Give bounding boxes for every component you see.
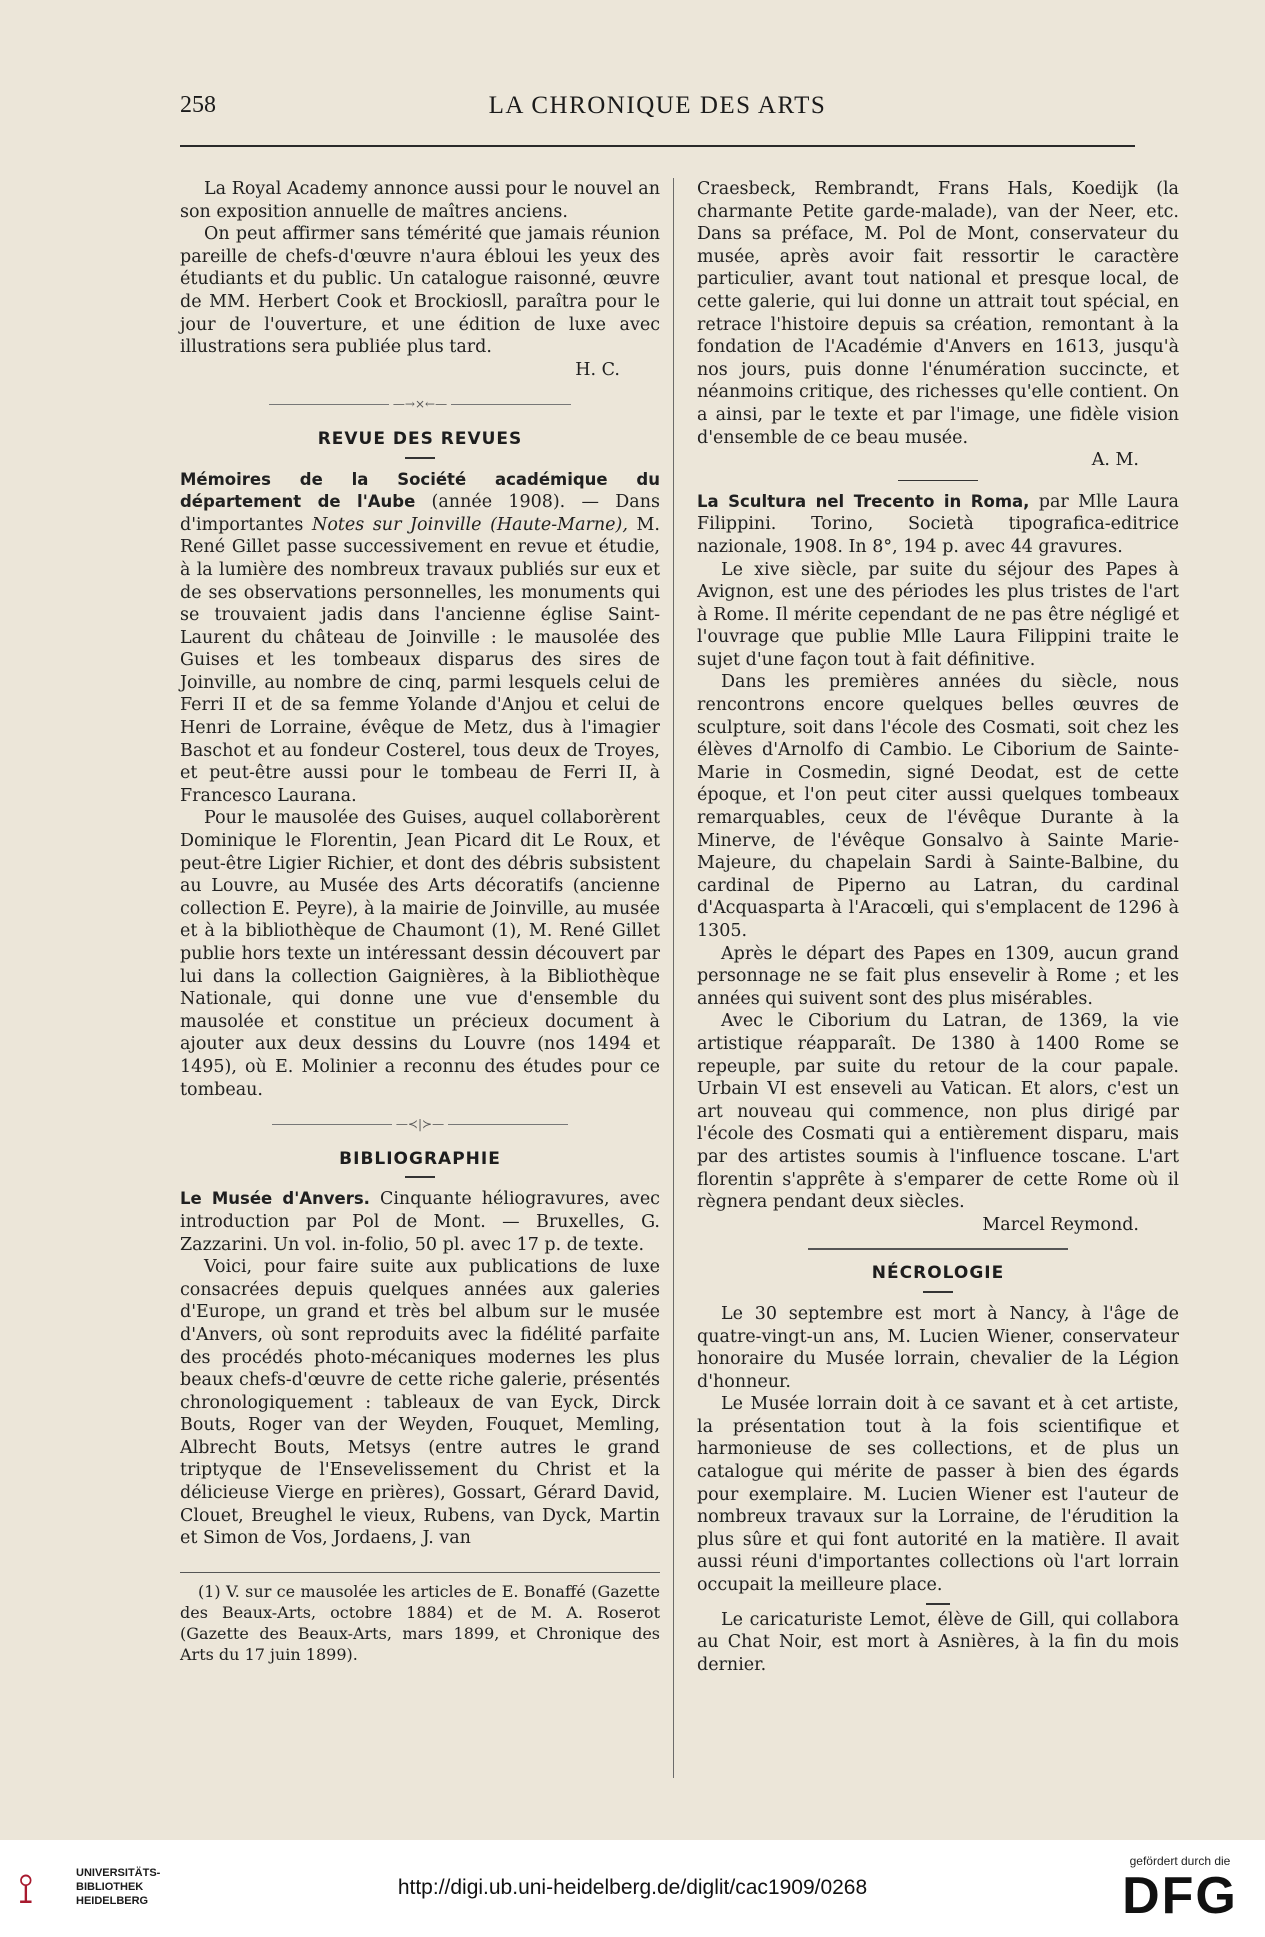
signature: H. C.: [575, 359, 620, 380]
paragraph: On peut affirmer sans témérité que jamais réunion pareille de chefs-d'œuvre n'aura ébloui les yeux des étudiants et du public. Un catalogue raisonné, œuvre de MM. Herbert Cook et Brockiosll, paraîtra pour le jour de l'ouverture, et une édition de luxe avec illustrations sera publiée plus tard.: [180, 224, 660, 358]
bibliography-entry: Le Musée d'Anvers. Cinquante héliogravures, avec introduction par Pol de Mont. — Bruxelles, G. Zazzarini. Un vol. in-folio, 50 pl. avec 17 p. de texte.: [180, 1189, 660, 1255]
paragraph: Avec le Ciborium du Latran, de 1369, la vie artistique réapparaît. De 1380 à 1400 Rome se repeuple, par suite du retour de la cour papale. Urbain VI est enseveli au Vatican. Et alors, c'est un art nouveau qui commence, non plus dirigé par l'école des Cosmati qui a entièrement disparu, mais par des artistes soumis à l'influence toscane. L'art florentin s'apprête à s'emparer de cette Rome où il règnera pendant deux siècles.: [697, 1011, 1179, 1213]
review-entry: Mémoires de la Société académique du département de l'Aube (année 1908). — Dans d'importantes Notes sur Joinville (Haute-Marne), M. René Gillet passe successivement en revue et étudie, à la lumière des nombreux travaux publiés sur eux et de ses observations personnelles, les monuments qui se trouvaient jadis dans l'ancienne église Saint-Laurent du château de Joinville : le mausolée des Guises et les tombeaux disparus des sires de Joinville, au nombre de cinq, parmi lesquels celui de Ferri II et de sa femme Yolande d'Anjou et celui de Henri de Lorraine, évêque de Metz, dus à l'imagier Baschot et au fondeur Costerel, tous deux de Troyes, et peut-être aussi pour le tombeau de Ferri II, à Francesco Laurana.: [180, 469, 660, 806]
right-column: [697, 178, 1179, 1676]
page-number: 258: [180, 92, 216, 118]
paragraph: Le 30 septembre est mort à Nancy, à l'âge de quatre-vingt-un ans, M. Lucien Wiener, conservateur honoraire du Musée lorrain, chevalier de la Légion d'honneur.: [697, 1303, 1179, 1392]
permalink-url[interactable]: http://digi.ub.uni-heidelberg.de/diglit/cac1909/0268: [397, 1876, 868, 1899]
header-rule: [180, 145, 1135, 147]
funder-caption: gefördert durch die: [1129, 1854, 1231, 1868]
short-rule: [926, 1603, 950, 1605]
paragraph: Après le départ des Papes en 1309, aucun grand personnage ne se fait plus ensevelir à Rome ; et les années qui suivent sont des plus misérables.: [697, 943, 1179, 1009]
left-column: [180, 178, 660, 1665]
section-heading: BIBLIOGRAPHIE: [339, 1148, 501, 1169]
review-work-title: Notes sur Joinville (Haute-Marne),: [312, 514, 628, 535]
review-title: Mémoires de la Société académique du département de l'Aube: [180, 469, 660, 512]
journal-title: LA CHRONIQUE DES ARTS: [488, 92, 827, 119]
paragraph: Craesbeck, Rembrandt, Frans Hals, Koedijk (la charmante Petite garde-malade), van der Neer, etc. Dans sa préface, M. Pol de Mont, conservateur du musée, après avoir fait ressortir le caractère particulier, avant tout national et presque local, de cette galerie, qui lui donne un attrait tout spécial, en retrace l'histoire depuis sa création, remontant à la fondation de l'Académie d'Anvers en 1613, jusqu'à nos jours, puis donne l'énumération succincte, et néanmoins critique, des richesses qu'elle contient. On a ainsi, par le texte et par l'image, une fidèle vision d'ensemble de ce beau musée.: [697, 179, 1179, 448]
bibliography-entry: La Scultura nel Trecento in Roma, par Mlle Laura Filippini. Torino, Società tipografica-editrice nazionale, 1908. In 8°, 194 p. avec 44 gravures.: [697, 491, 1179, 557]
paragraph: Le caricaturiste Lemot, élève de Gill, qui collabora au Chat Noir, est mort à Asnières, à la fin du mois dernier.: [697, 1609, 1179, 1675]
library-mark-icon: ⟟: [18, 1864, 34, 1913]
ornament-divider: —≺|≻—: [180, 1113, 660, 1136]
short-rule: [898, 480, 978, 481]
paragraph: Le xive siècle, par suite du séjour des Papes à Avignon, est une des périodes les plus tristes de l'art à Rome. Il mérite cependant de ne pas être négligé et l'ouvrage que publie Mlle Laura Filippini traite le sujet d'une façon tout à fait définitive.: [697, 559, 1179, 670]
paragraph: Voici, pour faire suite aux publications de luxe consacrées depuis quelques années aux galeries d'Europe, un grand et très bel album sur le musée d'Anvers, où sont reproduits avec la fidélité parfaite des procédés photo-mécaniques modernes les plus beaux chefs-d'œuvre de cette riche galerie, présentés chronologiquement : tableaux de van Eyck, Dirck Bouts, Roger van der Weyden, Fouquet, Memling, Albrecht Bouts, Metsys (entre autres le grand triptyque de l'Ensevelissement du Christ et la délicieuse Vierge en prières), Gossart, Gérard David, Clouet, Breughel le vieux, Rubens, van Dyck, Martin et Simon de Vos, Jordaens, J. van: [180, 1257, 660, 1549]
section-heading: REVUE DES REVUES: [317, 428, 523, 449]
paragraph: Pour le mausolée des Guises, auquel collaborèrent Dominique le Florentin, Jean Picard dit Le Roux, et peut-être Ligier Richier, et dont des débris subsistent au Louvre, au Musée des Arts décoratifs (ancienne collection E. Peyre), à la mairie de Joinville, au musée et à la bibliothèque de Chaumont (1), M. René Gillet publie hors texte un intéressant dessin découvert par lui dans la collection Gaignières, à la Bibliothèque Nationale, qui donne une vue d'ensemble du mausolée et constitue un précieux document à ajouter aux deux dessins du Louvre (nos 1494 et 1495), où E. Molinier a reconnu des études pour ce tombeau.: [180, 808, 660, 1100]
column-separator: [673, 178, 674, 1778]
paragraph: La Royal Academy annonce aussi pour le nouvel an son exposition annuelle de maîtres anciens.: [180, 179, 660, 222]
book-title: Le Musée d'Anvers.: [180, 1189, 370, 1209]
paragraph: Le Musée lorrain doit à ce savant et à cet artiste, la présentation tout à la fois scientifique et harmonieuse de ses collections, et de plus un catalogue qui mérite de passer à bien des égards pour exemplaire. M. Lucien Wiener est l'auteur de nombreux travaux sur la Lorraine, de l'érudition la plus sûre et qui font autorité en la matière. Il avait aussi réuni d'importantes collections où l'art lorrain occupait la meilleure place.: [697, 1394, 1179, 1596]
paragraph: Dans les premières années du siècle, nous rencontrons encore quelques belles œuvres de sculpture, soit dans l'école des Cosmati, soit chez les élèves d'Arnolfo di Cambio. Le Ciborium de Sainte-Marie in Cosmedin, signé Deodat, est de cette époque, et l'on peut citer aussi quelques tombeaux remarquables, ceux de l'évêque Durante à la Minerve, de l'évêque Gonsalvo à Sainte Marie-Majeure, du chapelain Sardi à Sainte-Balbine, du cardinal de Piperno au Latran, du cardinal d'Acquasparta à l'Aracœli, qui s'emplacent de 1296 à 1305.: [697, 672, 1179, 941]
footer-bar: [0, 1840, 1265, 1937]
dfg-logo: DFG: [1122, 1867, 1238, 1925]
signature: A. M.: [1091, 450, 1139, 471]
running-head: [180, 92, 1135, 132]
section-heading: NÉCROLOGIE: [871, 1263, 1005, 1284]
footnotes: [180, 1572, 660, 1665]
ornament-divider: [697, 1248, 1179, 1250]
heading-dash: [405, 457, 435, 459]
signature: Marcel Reymond.: [982, 1214, 1139, 1235]
library-name: UNIVERSITÄTS-BIBLIOTHEK HEIDELBERG: [76, 1867, 161, 1907]
footnote: (1) V. sur ce mausolée les articles de E. Bonaffé (Gazette des Beaux-Arts, octobre 1884) et de M. A. Roserot (Gazette des Beaux-Arts, mars 1899, et Chronique des Arts du 17 juin 1899).: [180, 1581, 660, 1664]
funder-logo[interactable]: [1115, 1854, 1245, 1924]
ornament-divider: —→×←—: [180, 393, 660, 416]
book-title: La Scultura nel Trecento in Roma,: [697, 491, 1030, 511]
heading-dash: [923, 1291, 953, 1293]
heading-dash: [405, 1176, 435, 1178]
